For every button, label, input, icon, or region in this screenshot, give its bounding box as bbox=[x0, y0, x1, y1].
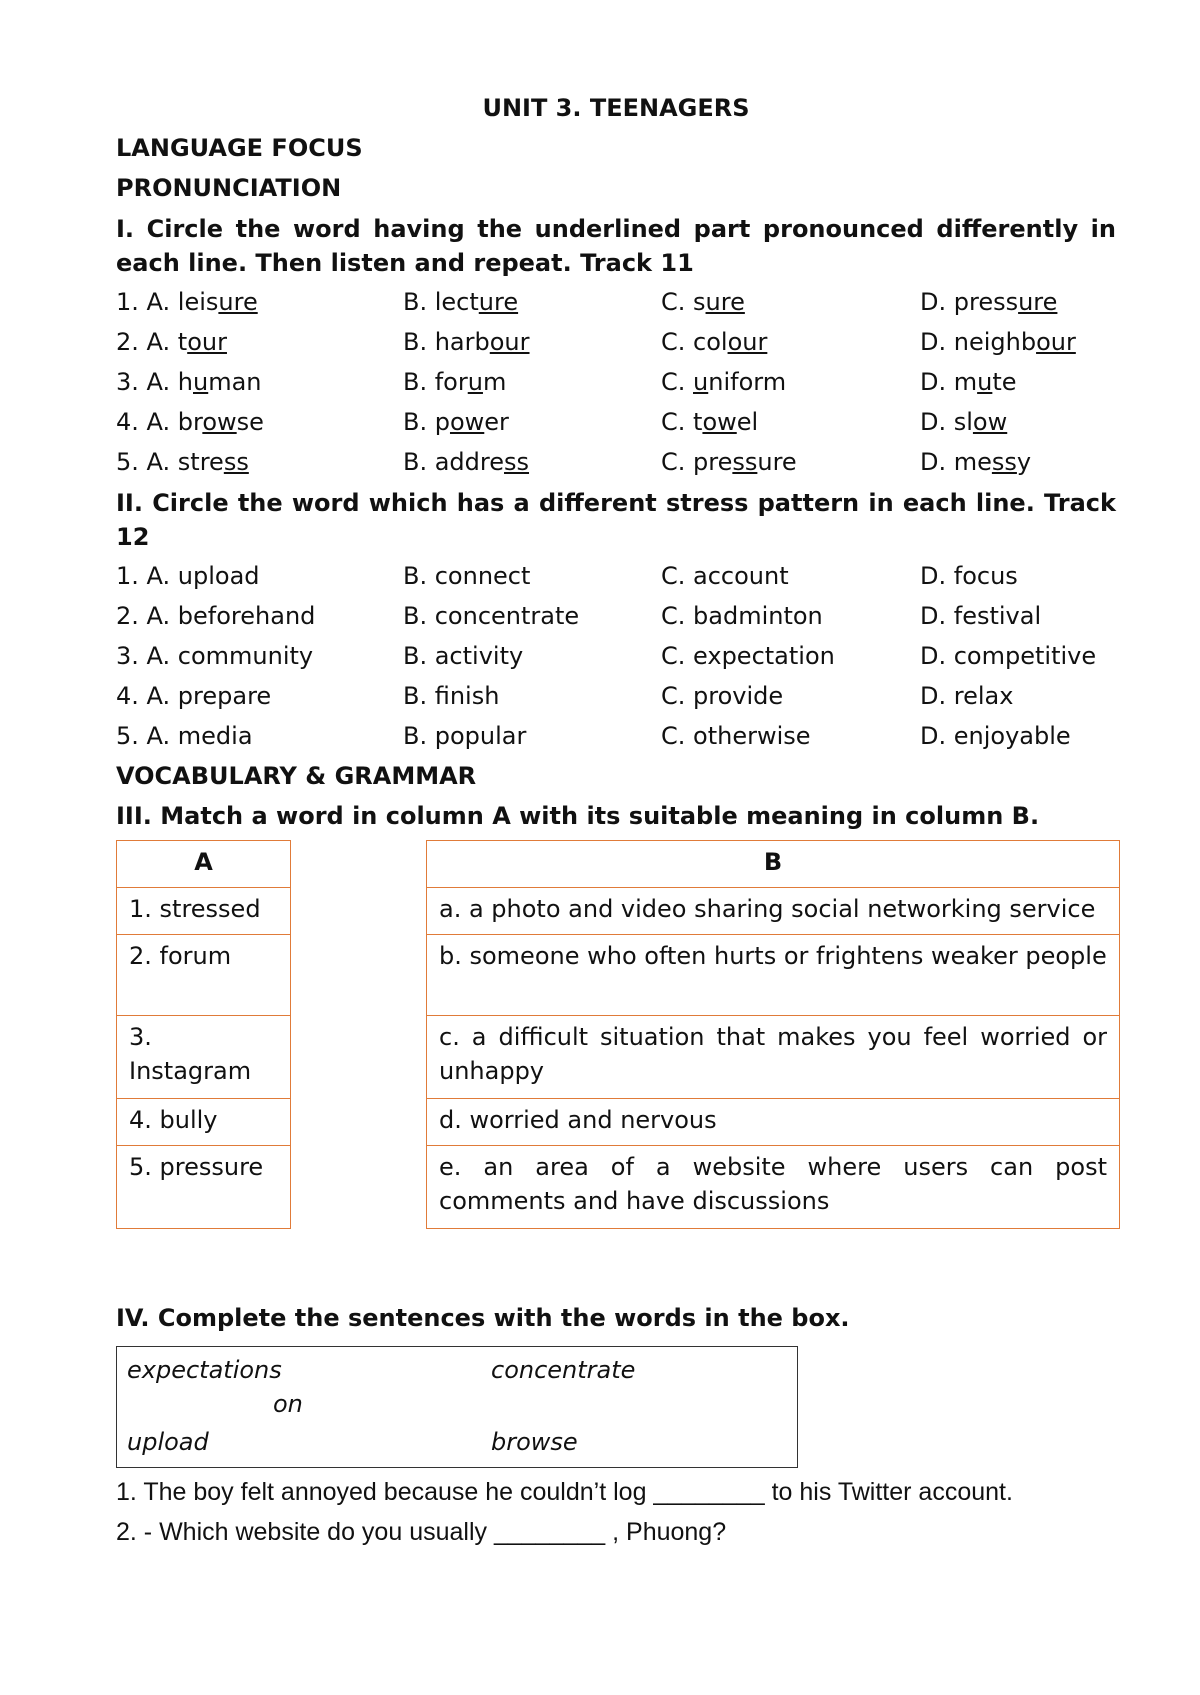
section-language-focus: LANGUAGE FOCUS bbox=[116, 134, 363, 162]
column-a-item: 2. forum bbox=[117, 935, 291, 1016]
word-box-word: upload bbox=[127, 1428, 209, 1456]
underlined-part: ure bbox=[218, 288, 258, 316]
option-word: 5. A. media bbox=[116, 722, 253, 750]
unit-title: UNIT 3. TEENAGERS bbox=[482, 94, 750, 122]
option-word: B. power bbox=[403, 408, 509, 436]
option-word: D. focus bbox=[920, 562, 1018, 590]
exercise2-rows bbox=[116, 556, 1116, 756]
underlined-part: our bbox=[727, 328, 768, 356]
column-a-item: 3. Instagram bbox=[117, 1016, 291, 1099]
underlined-part: ow bbox=[702, 408, 737, 436]
option-word: D. slow bbox=[920, 408, 1008, 436]
option-word: 1. A. leisure bbox=[116, 288, 258, 316]
exercise1-row bbox=[116, 442, 1116, 482]
underlined-part: u bbox=[193, 368, 209, 396]
underlined-part: ure bbox=[478, 288, 519, 316]
option-word: C. account bbox=[661, 562, 789, 590]
option-word: B. lecture bbox=[403, 288, 519, 316]
word-box-word: concentrate bbox=[491, 1356, 636, 1384]
exercise1-row bbox=[116, 362, 1116, 402]
exercise2-row bbox=[116, 636, 1116, 676]
option-word: B. forum bbox=[403, 368, 507, 396]
option-word: 2. A. tour bbox=[116, 328, 227, 356]
column-b-item: d. worried and nervous bbox=[427, 1099, 1120, 1146]
option-word: B. connect bbox=[403, 562, 531, 590]
option-word: B. finish bbox=[403, 682, 500, 710]
section-vocabulary-grammar: VOCABULARY & GRAMMAR bbox=[116, 762, 477, 790]
option-word: B. harbour bbox=[403, 328, 530, 356]
exercise2-row bbox=[116, 596, 1116, 636]
underlined-part: ure bbox=[705, 288, 745, 316]
underlined-part: ss bbox=[732, 448, 758, 476]
option-word: B. activity bbox=[403, 642, 524, 670]
underlined-part: u bbox=[467, 368, 483, 396]
option-word: D. relax bbox=[920, 682, 1014, 710]
column-b-item: b. someone who often hurts or frightens weaker people bbox=[427, 935, 1120, 1016]
option-word: D. enjoyable bbox=[920, 722, 1071, 750]
exercise1-row bbox=[116, 322, 1116, 362]
option-word: D. neighbour bbox=[920, 328, 1076, 356]
exercise2-row bbox=[116, 676, 1116, 716]
underlined-part: ow bbox=[972, 408, 1008, 436]
option-word: C. towel bbox=[661, 408, 759, 436]
option-word: 2. A. beforehand bbox=[116, 602, 316, 630]
option-word: C. provide bbox=[661, 682, 784, 710]
option-word: B. address bbox=[403, 448, 530, 476]
word-box-word: on bbox=[273, 1390, 303, 1418]
word-box-word: expectations bbox=[127, 1356, 282, 1384]
option-word: C. otherwise bbox=[661, 722, 811, 750]
underlined-part: ure bbox=[1018, 288, 1058, 316]
column-b-item: c. a difficult situation that makes you feel worried or unhappy bbox=[427, 1016, 1120, 1099]
option-word: C. badminton bbox=[661, 602, 823, 630]
option-word: 3. A. human bbox=[116, 368, 262, 396]
column-a-item: 4. bully bbox=[117, 1099, 291, 1146]
exercise1-row bbox=[116, 282, 1116, 322]
option-word: C. colour bbox=[661, 328, 768, 356]
underlined-part: u bbox=[693, 368, 709, 396]
option-word: D. messy bbox=[920, 448, 1032, 476]
option-word: 4. A. browse bbox=[116, 408, 264, 436]
column-a-item: 1. stressed bbox=[117, 888, 291, 935]
option-word: 3. A. community bbox=[116, 642, 314, 670]
option-word: C. uniform bbox=[661, 368, 787, 396]
underlined-part: our bbox=[1036, 328, 1076, 356]
exercise1-rows bbox=[116, 282, 1116, 482]
column-a-header: A bbox=[117, 841, 291, 888]
word-box bbox=[116, 1346, 798, 1468]
column-b-item: e. an area of a website where users can post comments and have discussions bbox=[427, 1146, 1120, 1229]
word-box-word: browse bbox=[491, 1428, 578, 1456]
column-b-table bbox=[426, 840, 1120, 1229]
column-a-table bbox=[116, 840, 291, 1229]
underlined-part: ow bbox=[449, 408, 485, 436]
option-word: B. popular bbox=[403, 722, 527, 750]
column-a-item: 5. pressure bbox=[117, 1146, 291, 1229]
option-word: C. pressure bbox=[661, 448, 797, 476]
underlined-part: u bbox=[977, 368, 993, 396]
option-word: 5. A. stress bbox=[116, 448, 249, 476]
column-b-item: a. a photo and video sharing social networking service bbox=[427, 888, 1120, 935]
option-word: B. concentrate bbox=[403, 602, 580, 630]
underlined-part: our bbox=[489, 328, 530, 356]
exercise2-row bbox=[116, 556, 1116, 596]
option-word: 4. A. prepare bbox=[116, 682, 272, 710]
option-word: D. pressure bbox=[920, 288, 1058, 316]
exercise3-instruction: III. Match a word in column A with its suitable meaning in column B. bbox=[116, 802, 1040, 830]
section-pronunciation: PRONUNCIATION bbox=[116, 174, 342, 202]
underlined-part: ss bbox=[504, 448, 530, 476]
exercise1-row bbox=[116, 402, 1116, 442]
exercise1-instruction: I. Circle the word having the underlined part pronounced differently in each line. Then listen and repeat. Track 11 bbox=[116, 215, 1116, 277]
underlined-part: ss bbox=[991, 448, 1017, 476]
matching-tables bbox=[116, 840, 1116, 1236]
option-word: 1. A. upload bbox=[116, 562, 260, 590]
column-b-header: B bbox=[427, 841, 1120, 888]
option-word: D. festival bbox=[920, 602, 1042, 630]
option-word: C. sure bbox=[661, 288, 745, 316]
exercise4-instruction: IV. Complete the sentences with the words in the box. bbox=[116, 1304, 850, 1332]
sentence-2: 2. - Which website do you usually ________ , Phuong? bbox=[116, 1518, 727, 1546]
option-word: C. expectation bbox=[661, 642, 835, 670]
sentence-1: 1. The boy felt annoyed because he couldn’t log ________ to his Twitter account. bbox=[116, 1478, 1013, 1506]
exercise2-row bbox=[116, 716, 1116, 756]
option-word: D. competitive bbox=[920, 642, 1097, 670]
exercise2-instruction: II. Circle the word which has a different stress pattern in each line. Track 12 bbox=[116, 489, 1116, 551]
underlined-part: ss bbox=[223, 448, 249, 476]
worksheet-page bbox=[116, 88, 1116, 1552]
underlined-part: ow bbox=[202, 408, 237, 436]
underlined-part: our bbox=[187, 328, 227, 356]
option-word: D. mute bbox=[920, 368, 1017, 396]
